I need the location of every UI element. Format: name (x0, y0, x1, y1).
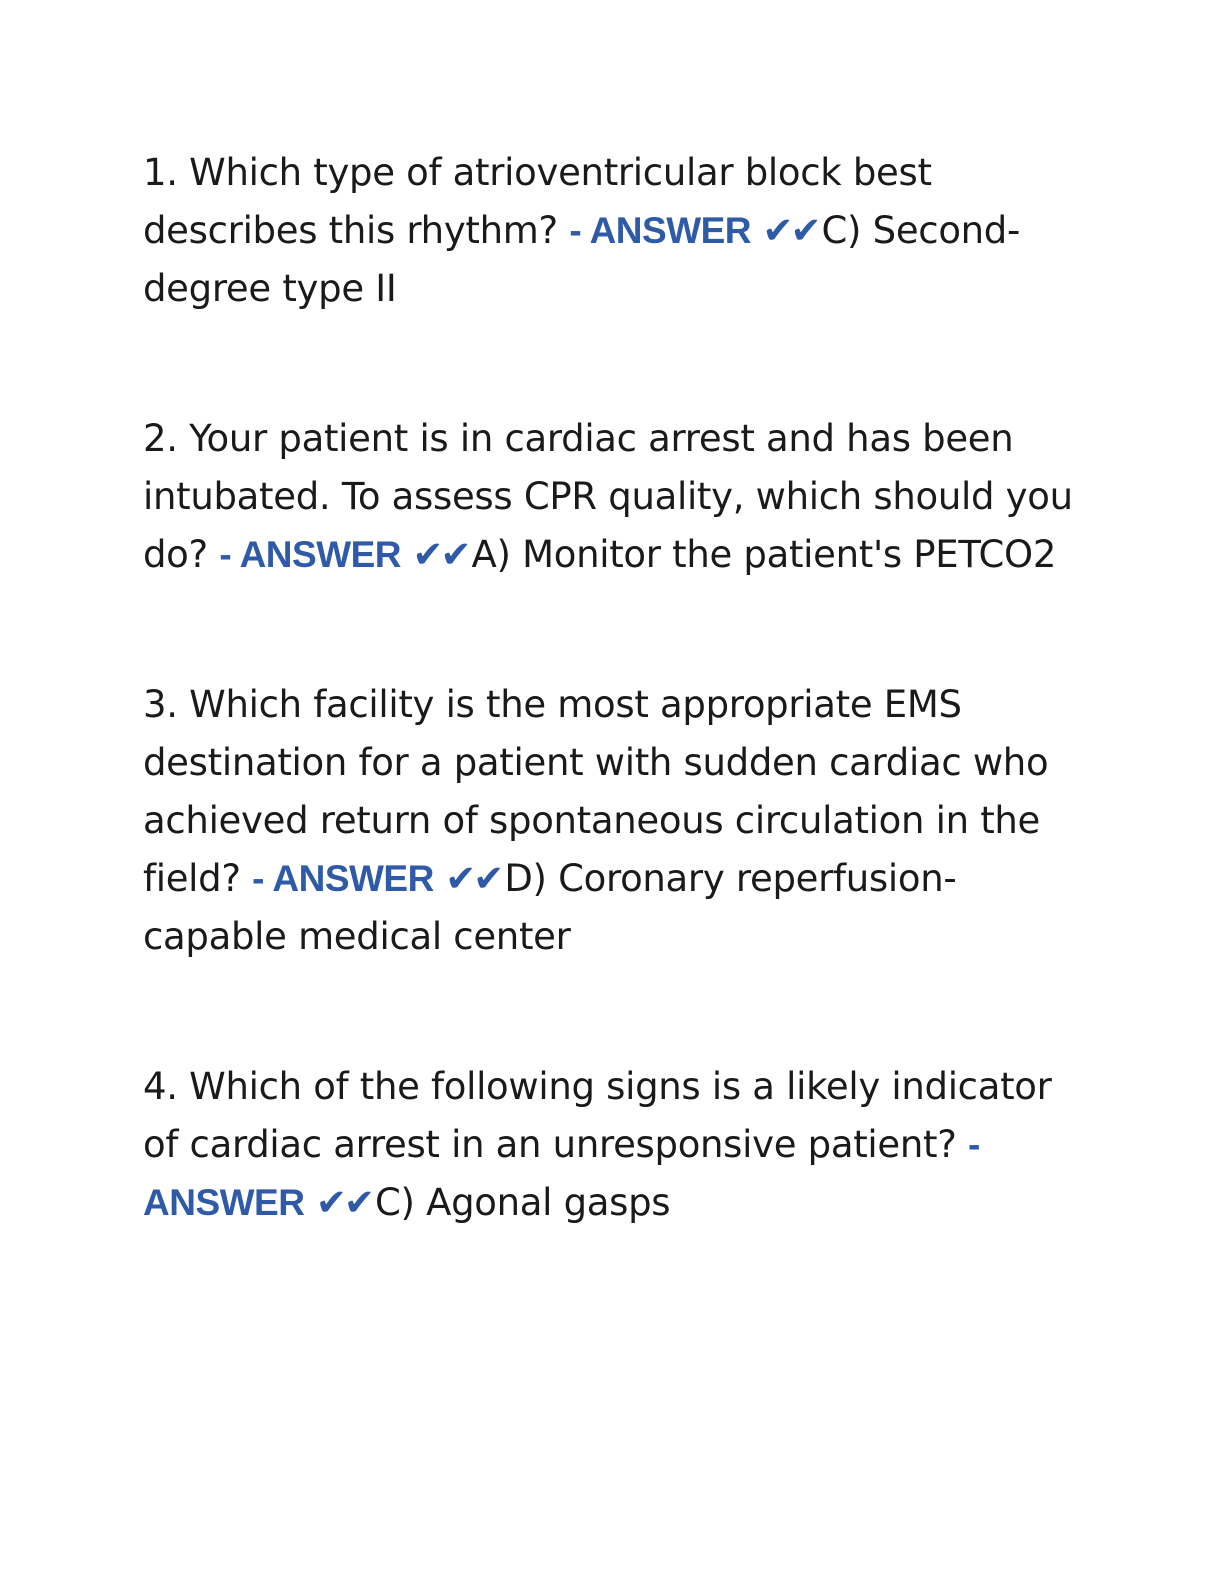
check-icon: ✔✔ (412, 533, 469, 576)
question-text: 1. Which type of atrioventricular block best describes this rhythm? (143, 151, 932, 252)
question-list (143, 144, 1073, 1232)
answer-marker: - ANSWER (252, 858, 434, 899)
check-icon: ✔✔ (762, 209, 819, 252)
check-icon: ✔✔ (445, 857, 502, 900)
question-text: 3. Which facility is the most appropriate EMS destination for a patient with sudden cardiac who achieved return of spontaneous circulation in the field? (143, 683, 1049, 900)
answer-marker: - ANSWER (219, 534, 402, 575)
question-item (143, 676, 1073, 966)
question-text: 4. Which of the following signs is a likely indicator of cardiac arrest in an unresponsive patient? (143, 1065, 1052, 1166)
question-text: 2. Your patient is in cardiac arrest and has been intubated. To assess CPR quality, which should you do? (143, 417, 1073, 576)
answer-marker: - ANSWER (569, 210, 752, 251)
answer-text: A) Monitor the patient's PETCO2 (471, 533, 1057, 576)
question-item (143, 144, 1073, 318)
answer-text: C) Second-degree type II (143, 209, 1021, 310)
answer-text: D) Coronary reperfusion-capable medical center (143, 857, 957, 958)
answer-marker: - ANSWER (143, 1124, 980, 1223)
question-item (143, 410, 1073, 584)
answer-text: C) Agonal gasps (374, 1181, 671, 1224)
question-item (143, 1058, 1073, 1232)
check-icon: ✔✔ (315, 1181, 372, 1224)
